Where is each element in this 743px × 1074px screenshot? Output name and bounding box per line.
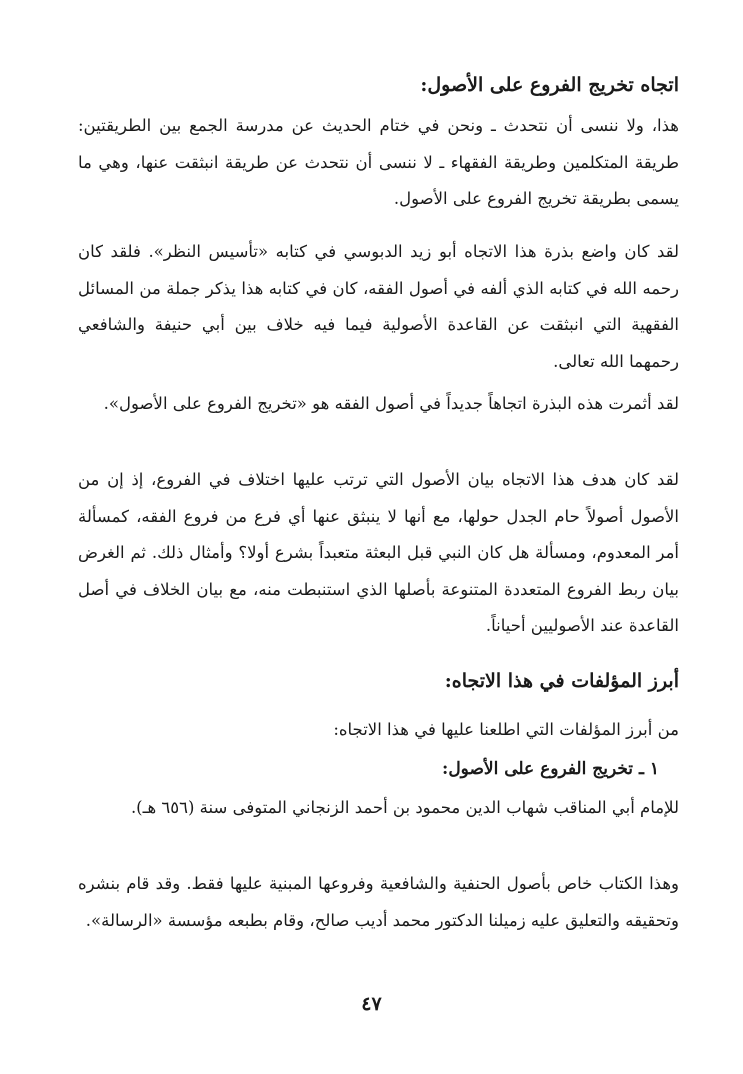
section-heading-works: أبرز المؤلفات في هذا الاتجاه: bbox=[444, 670, 679, 692]
paragraph-dabusi: لقد كان واضع بذرة هذا الاتجاه أبو زيد الدبوسي في كتابه «تأسيس النظر». فلقد كان رحمه الله في كتابه الذي ألفه في أصول الفقه، كان في كتابه هذا يذكر جملة من المسائل الفقهية التي انبثقت عن القاعدة الأصولية فيما فيه خلاف بين أبي حنيفة والشافعي رحمهما الله تعالى. bbox=[78, 242, 679, 371]
paragraph-zanjani: للإمام أبي المناقب شهاب الدين محمود بن أحمد الزنجاني المتوفى سنة (٦٥٦ هـ). bbox=[130, 798, 679, 817]
item-title-takhrij: ١ ـ تخريج الفروع على الأصول: bbox=[442, 759, 659, 779]
paragraph-works-intro: من أبرز المؤلفات التي اطلعنا عليها في هذا الاتجاه: bbox=[333, 720, 679, 739]
paragraph-book-desc: وهذا الكتاب خاص بأصول الحنفية والشافعية وفروعها المبنية عليها فقط. وقد قام بنشره وتحقيقه والتعليق عليه زميلنا الدكتور محمد أديب صالح، وقام بطبعه مؤسسة «الرسالة». bbox=[78, 874, 679, 930]
page-number: ٤٧ bbox=[361, 993, 382, 1015]
paragraph-intro: هذا، ولا ننسى أن نتحدث ـ ونحن في ختام الحديث عن مدرسة الجمع بين الطريقتين: طريقة المتكلمين وطريقة الفقهاء ـ لا ننسى أن نتحدث عن طريقة انبثقت عنها، وهي ما يسمى بطريقة تخريج الفروع على الأصول. bbox=[78, 116, 679, 208]
paragraph-goal: لقد كان هدف هذا الاتجاه بيان الأصول التي ترتب عليها اختلاف في الفروع، إذ إن من الأصول أصولاً حام الجدل حولها، مع أنها لا ينبثق عنها أي فرع من فروع الفقه، كمسألة أمر المعدوم، ومسألة هل كان النبي قبل البعثة متعبداً بشرع أولا؟ وأمثال ذلك. ثم الغرض بيان ربط الفروع المتعددة المتنوعة بأصلها الذي استنبطت منه، مع بيان الخلاف في أصل القاعدة عند الأصوليين أحياناً. bbox=[78, 470, 679, 635]
section-heading-takhrij: اتجاه تخريج الفروع على الأصول: bbox=[420, 74, 679, 96]
paragraph-new-direction: لقد أثمرت هذه البذرة اتجاهاً جديداً في أصول الفقه هو «تخريج الفروع على الأصول». bbox=[103, 394, 679, 413]
